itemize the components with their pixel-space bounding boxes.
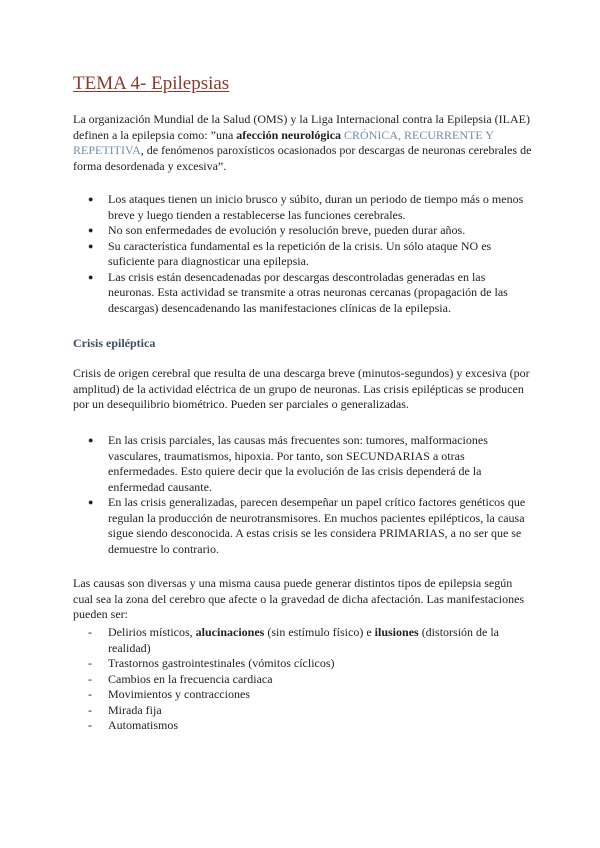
- section-heading: Crisis epiléptica: [73, 336, 156, 350]
- list-item: - Trastornos gastrointestinales (vómitos cíclicos): [88, 656, 533, 672]
- list-item: - Cambios en la frecuencia cardiaca: [88, 672, 533, 688]
- bold-term: ilusiones: [374, 625, 419, 639]
- list-item: - Mirada fija: [88, 703, 533, 719]
- causes-paragraph: Las causas son diversas y una misma causa puede generar distintos tipos de epilepsia según cual sea la zona del cerebro que afecte o la gravedad de dicha afectación. Las manifestaciones pueden ser:: [73, 576, 525, 621]
- crisis-paragraph: Crisis de origen cerebral que resulta de una descarga breve (minutos-segundos) y excesiva (por amplitud) de la actividad eléctrica de un grupo de neuronas. Las crisis epilépticas se producen por un desequilibrio biométrico. Pueden ser parciales o generalizadas.: [73, 366, 530, 411]
- list-item: ● Los ataques tienen un inicio brusco y súbito, duran un periodo de tiempo más o menos breve y luego tienden a restablecerse las funciones cerebrales.: [88, 192, 533, 223]
- bold-term: alucinaciones: [195, 625, 265, 639]
- list-item: - Automatismos: [88, 718, 533, 734]
- manifestation-text: (distorsión de la realidad): [108, 625, 500, 655]
- list-item: ● No son enfermedades de evolución y resolución breve, pueden durar años.: [88, 223, 533, 239]
- intro-text-start: La organización Mundial de la Salud (OMS) y la Liga Internacional contra la Epilepsia (ILAE) definen a la epilepsia como: ”una: [73, 112, 530, 142]
- crisis-types-list: [88, 433, 533, 557]
- page-title: TEMA 4- Epilepsias: [73, 73, 230, 94]
- intro-highlight: CRÓNICA, RECURRENTE Y REPETITIVA: [73, 127, 494, 157]
- list-item: ● Su característica fundamental es la repetición de la crisis. Un sólo ataque NO es suficiente para diagnosticar una epilepsia.: [88, 239, 533, 270]
- manifestations-list: [88, 625, 533, 734]
- list-item: ● Las crisis están desencadenadas por descargas descontroladas generadas en las neuronas. Esta actividad se transmite a otras neuronas cercanas (propagación de las descargas) desencadenando las manifestaciones clínicas de la epilepsia.: [88, 270, 533, 317]
- manifestation-text: Delirios místicos,: [108, 625, 196, 639]
- characteristics-list: [88, 192, 533, 316]
- intro-text-end: , de fenómenos paroxísticos ocasionados por descargas de neuronas cerebrales de forma desordenada y excesiva”.: [73, 143, 532, 173]
- intro-bold-term: afección neurológica: [236, 127, 342, 142]
- list-item: - Movimientos y contracciones: [88, 687, 533, 703]
- list-item: ● En las crisis generalizadas, parecen desempeñar un papel crítico factores genéticos que regulan la producción de neurotransmisores. En muchos pacientes epilépticos, la causa sigue siendo desconocida. A estas crisis se les considera PRIMARIAS, a no ser que se demuestre lo contrario.: [88, 495, 533, 557]
- intro-paragraph: [73, 112, 533, 174]
- list-item: ● En las crisis parciales, las causas más frecuentes son: tumores, malformaciones vasculares, traumatismos, hipoxia. Por tanto, son SECUNDARIAS a otras enfermedades. Esto quiere decir que la evolución de las crisis dependerá de la enfermedad causante.: [88, 433, 533, 495]
- list-item: [88, 625, 533, 656]
- manifestation-text: (sin estímulo físico) e: [264, 625, 375, 639]
